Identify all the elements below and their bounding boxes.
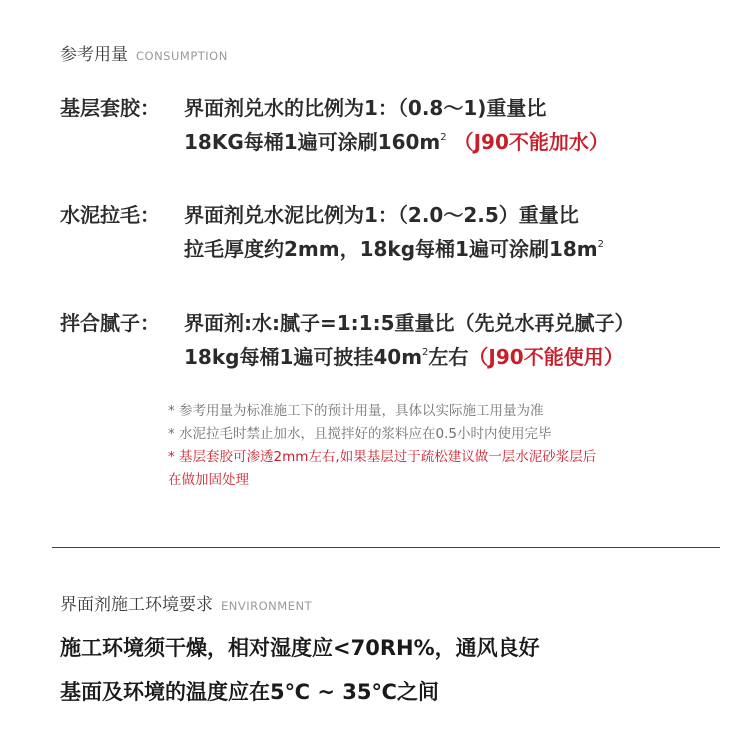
item-line1: 界面剂兑水的比例为1：（0.8～1)重量比 [184,96,547,120]
consumption-title-en: CONSUMPTION [136,49,228,63]
red-note-cont: 在做加固处理 [168,472,249,488]
item-line2: 18kg每桶1遍可披挂40m [184,345,423,369]
environment-title-en: ENVIRONMENT [221,599,313,613]
warning-text: （J90不能使用） [468,345,624,369]
consumption-title: 参考用量 [60,45,128,65]
item-label: 基层套胶： [60,96,160,120]
environment-line-temperature: 基面及环境的温度应在5℃ ~ 35℃之间 [60,680,439,704]
superscript: 2 [440,132,447,143]
warning-text: （J90不能加水） [453,130,609,154]
item-line1: 界面剂:水:腻子=1:1:5重量比（先兑水再兑腻子） [184,311,635,335]
superscript: 2 [597,239,605,250]
item-cement-roughening [60,200,604,264]
notes [168,400,596,492]
consumption-header [60,40,228,65]
red-note: * 基层套胶可渗透2mm左右,如果基层过于疏松建议做一层水泥砂浆层后 [168,449,597,465]
environment-header [60,590,312,615]
item-line2: 18KG每桶1遍可涂刷160m [184,130,441,154]
environment-line-humidity: 施工环境须干燥，相对湿度应<70RH%，通风良好 [60,636,540,660]
item-line2-post: 左右 [428,345,469,369]
item-putty-mix [60,308,635,372]
superscript: 2 [422,347,429,358]
note: * 水泥拉毛时禁止加水，且搅拌好的浆料应在0.5小时内使用完毕 [168,426,552,442]
item-base-coat [60,93,609,157]
environment-title: 界面剂施工环境要求 [60,595,213,615]
item-label: 水泥拉毛： [60,203,160,227]
section-divider [52,547,720,548]
item-label: 拌合腻子： [60,311,160,335]
note: * 参考用量为标准施工下的预计用量，具体以实际施工用量为准 [168,403,544,419]
item-line1: 界面剂兑水泥比例为1：（2.0～2.5）重量比 [184,203,579,227]
item-line2: 拉毛厚度约2mm，18kg每桶1遍可涂刷18m [184,237,598,261]
